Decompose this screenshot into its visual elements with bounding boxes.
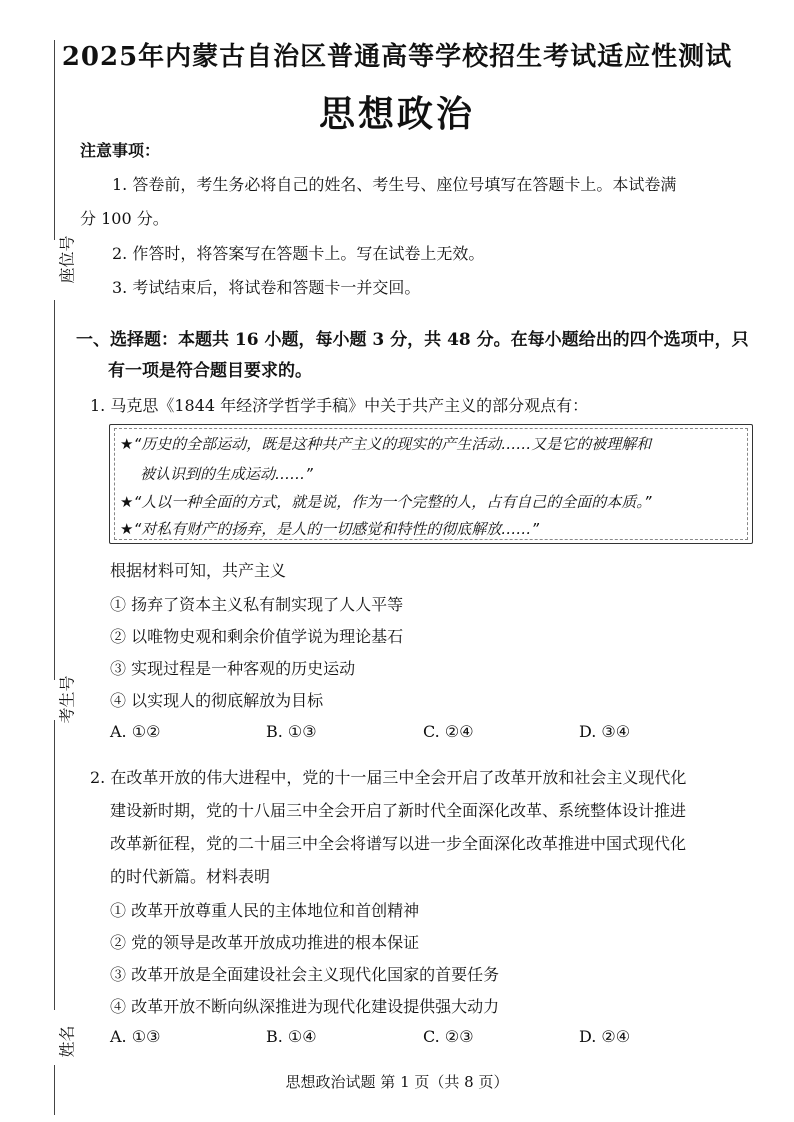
- q2-option-a: A. ①③: [110, 1027, 161, 1046]
- note-2: 2. 作答时，将答案写在答题卡上。写在试卷上无效。: [112, 244, 485, 263]
- subject-title: 思想政治: [318, 93, 475, 135]
- q1-statement-1: ① 扬弃了资本主义私有制实现了人人平等: [110, 595, 404, 614]
- q1-option-a: A. ①②: [110, 722, 161, 741]
- q2-option-b: B. ①④: [266, 1027, 317, 1046]
- q1-option-d: D. ③④: [579, 722, 631, 741]
- q2-stem-line-1: 2. 在改革开放的伟大进程中，党的十一届三中全会开启了改革开放和社会主义现代化: [90, 768, 687, 787]
- q2-stem-line-4: 的时代新篇。材料表明: [110, 867, 271, 886]
- q2-stem-line-2: 建设新时期，党的十八届三中全会开启了新时代全面深化改革、系统整体设计推进: [110, 801, 687, 820]
- name-label: 姓名: [57, 1025, 77, 1058]
- note-3: 3. 考试结束后，将试卷和答题卡一并交回。: [112, 278, 421, 297]
- q1-lead: 根据材料可知，共产主义: [110, 561, 287, 580]
- q1-material-box: [109, 424, 753, 544]
- binding-line-bottom: [54, 720, 55, 1010]
- exam-title: 2025年内蒙古自治区普通高等学校招生考试适应性测试: [61, 42, 733, 72]
- q2-statement-2: ② 党的领导是改革开放成功推进的根本保证: [110, 933, 420, 952]
- q1-statement-4: ④ 以实现人的彻底解放为目标: [110, 691, 324, 710]
- q2-statement-4: ④ 改革开放不断向纵深推进为现代化建设提供强大动力: [110, 997, 500, 1016]
- q2-stem-line-3: 改革新征程，党的二十届三中全会将谱写以进一步全面深化改革推进中国式现代化: [110, 834, 687, 853]
- q1-quote-1-line-1: ★“历史的全部运动，既是这种共产主义的现实的产生活动……又是它的被理解和: [120, 435, 652, 453]
- binding-line-middle: [54, 300, 55, 680]
- exam-number-label: 考生号: [57, 675, 77, 724]
- q1-option-b: B. ①③: [266, 722, 317, 741]
- page-footer: 思想政治试题 第 1 页（共 8 页）: [285, 1073, 509, 1091]
- section-heading-line-2: 有一项是符合题目要求的。: [108, 361, 312, 381]
- q1-statement-3: ③ 实现过程是一种客观的历史运动: [110, 659, 356, 678]
- q1-quote-3: ★“对私有财产的扬弃，是人的一切感觉和特性的彻底解放……”: [120, 520, 539, 538]
- notes-heading: 注意事项：: [80, 141, 161, 160]
- q2-option-d: D. ②④: [579, 1027, 631, 1046]
- note-1-line-2: 分 100 分。: [80, 209, 169, 228]
- q1-quote-2: ★“人以一种全面的方式，就是说，作为一个完整的人，占有自己的全面的本质。”: [120, 493, 652, 511]
- q1-option-c: C. ②④: [423, 722, 474, 741]
- q2-statement-3: ③ 改革开放是全面建设社会主义现代化国家的首要任务: [110, 965, 500, 984]
- q1-stem: 1. 马克思《1844 年经济学哲学手稿》中关于共产主义的部分观点有：: [90, 396, 589, 415]
- seat-number-label: 座位号: [57, 235, 77, 284]
- q2-statement-1: ① 改革开放尊重人民的主体地位和首创精神: [110, 901, 420, 920]
- q2-option-c: C. ②③: [423, 1027, 474, 1046]
- note-1-line-1: 1. 答卷前，考生务必将自己的姓名、考生号、座位号填写在答题卡上。本试卷满: [112, 175, 677, 194]
- q1-statement-2: ② 以唯物史观和剩余价值学说为理论基石: [110, 627, 404, 646]
- q1-quote-1-line-2: 被认识到的生成运动……”: [140, 465, 313, 483]
- section-heading-line-1: 一、选择题：本题共 16 小题，每小题 3 分，共 48 分。在每小题给出的四个选项中，只: [76, 330, 749, 350]
